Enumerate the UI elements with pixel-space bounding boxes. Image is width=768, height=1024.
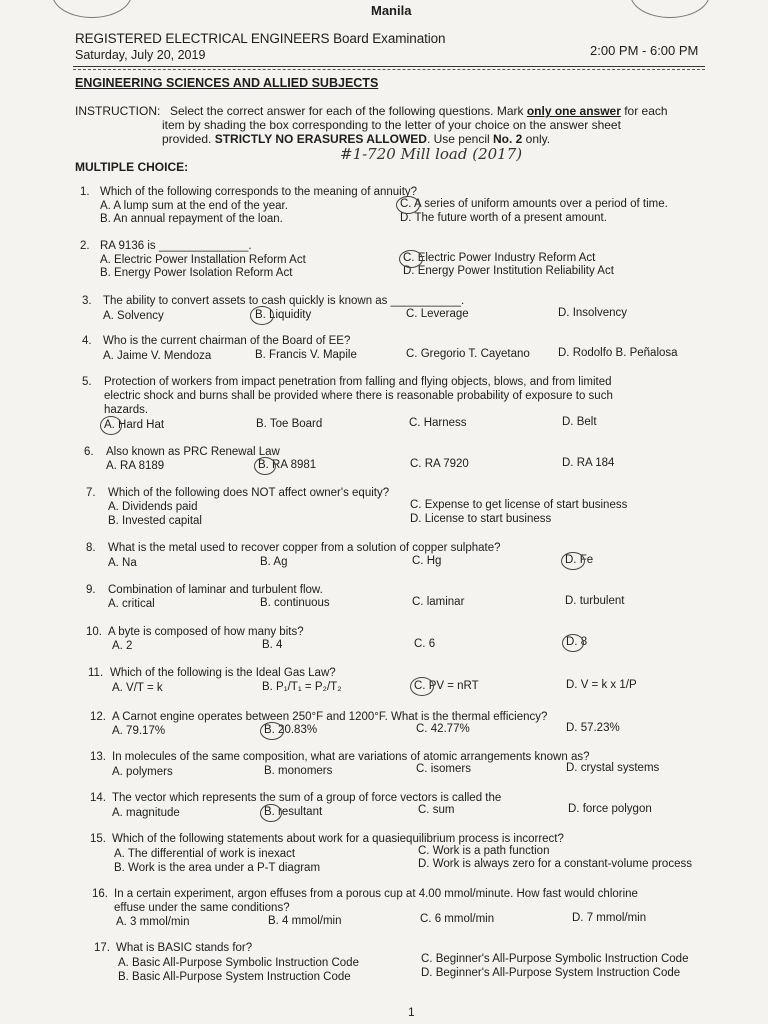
choice-b: B. Francis V. Mapile xyxy=(255,349,357,361)
question-text: Which of the following does NOT affect owner's equity? xyxy=(108,487,390,499)
choice-c: C. 42.77% xyxy=(416,723,470,735)
handwritten-note: #1-720 Mill load (2017) xyxy=(340,145,523,163)
choice-a: A. Electric Power Installation Reform Act xyxy=(100,254,306,266)
instruction-label: INSTRUCTION: xyxy=(75,104,161,118)
page-number: 1 xyxy=(408,1005,415,1019)
question-text: What is the metal used to recover copper from a solution of copper sulphate? xyxy=(108,542,501,554)
choice-c: C. 6 mmol/min xyxy=(420,913,495,925)
choice-a: A. Hard Hat xyxy=(104,419,165,431)
choice-a: A. Dividends paid xyxy=(108,501,198,513)
exam-city: Manila xyxy=(371,3,412,18)
question-text: The ability to convert assets to cash quickly is known as ___________. xyxy=(103,295,465,307)
question-number: 1. xyxy=(80,186,90,198)
choice-c: C. sum xyxy=(418,804,455,816)
choice-c: C. Work is a path function xyxy=(418,845,550,857)
answer-circle xyxy=(250,306,274,325)
choice-c: C. isomers xyxy=(416,763,471,775)
choice-b: B. 4 xyxy=(262,639,283,651)
choice-a: A. Basic All-Purpose Symbolic Instruction Code xyxy=(118,957,359,969)
choice-d: D. Fe xyxy=(565,554,594,566)
question-text-line-1: In a certain experiment, argon effuses from a porous cup at 4.00 mmol/minute. How fast would chlorine xyxy=(114,888,638,900)
choice-d: D. V = k x 1/P xyxy=(566,679,637,691)
question-number: 9. xyxy=(86,584,96,596)
question-number: 11. xyxy=(88,667,104,679)
question-number: 7. xyxy=(86,487,96,499)
choice-c: C. Beginner's All-Purpose Symbolic Instruction Code xyxy=(421,953,689,965)
choice-d: D. 8 xyxy=(566,636,588,648)
instruction-line-3: provided. STRICTLY NO ERASURES ALLOWED. Use pencil No. 2 only. xyxy=(162,132,551,146)
question-text: The vector which represents the sum of a group of force vectors is called the xyxy=(112,792,502,804)
choice-c: C. Hg xyxy=(412,555,442,567)
choice-c: C. Gregorio T. Cayetano xyxy=(406,348,530,360)
choice-b: B. 20.83% xyxy=(264,724,318,736)
question-number: 8. xyxy=(86,542,96,554)
choice-d: D. turbulent xyxy=(565,595,625,607)
header-divider-2 xyxy=(73,69,705,70)
question-text-line-2: effuse under the same conditions? xyxy=(114,902,290,914)
choice-b: B. Energy Power Isolation Reform Act xyxy=(100,267,293,279)
choice-d: D. License to start business xyxy=(410,513,552,525)
choice-b: B. Liquidity xyxy=(255,309,312,321)
question-text: Which of the following corresponds to the meaning of annuity? xyxy=(100,186,418,198)
question-number: 16. xyxy=(92,888,108,900)
choice-c: C. Harness xyxy=(409,417,467,429)
choice-a: A. 3 mmol/min xyxy=(116,916,190,928)
question-text: A Carnot engine operates between 250°F and 1200°F. What is the thermal efficiency? xyxy=(112,711,548,723)
choice-c: C. PV = nRT xyxy=(414,680,479,692)
question-number: 13. xyxy=(90,751,106,763)
question-number: 6. xyxy=(84,446,94,458)
answer-circle xyxy=(561,552,585,570)
choice-a: A. Jaime V. Mendoza xyxy=(103,350,212,362)
choice-a: A. Na xyxy=(108,557,137,569)
question-text-line-1: Protection of workers from impact penetration from falling and flying objects, blows, and from limited xyxy=(104,376,612,388)
choice-a: A. The differential of work is inexact xyxy=(114,848,296,860)
answer-circle xyxy=(562,634,584,652)
choice-d: D. 57.23% xyxy=(566,722,620,734)
choice-a: A. A lump sum at the end of the year. xyxy=(100,200,288,212)
question-text: Combination of laminar and turbulent flow. xyxy=(108,584,323,596)
choice-b: B. monomers xyxy=(264,765,333,777)
subject-title: ENGINEERING SCIENCES AND ALLIED SUBJECTS xyxy=(75,76,379,90)
choice-c: C. RA 7920 xyxy=(410,458,469,470)
choice-d: D. 7 mmol/min xyxy=(572,912,647,924)
choice-c: C. Electric Power Industry Reform Act xyxy=(403,252,596,264)
question-text: Which of the following is the Ideal Gas Law? xyxy=(110,667,336,679)
question-number: 17. xyxy=(94,942,110,954)
question-number: 4. xyxy=(82,335,92,347)
choice-b: B. Work is the area under a P-T diagram xyxy=(114,862,321,874)
choice-a: A. RA 8189 xyxy=(106,460,165,472)
question-number: 12. xyxy=(90,711,106,723)
header-divider xyxy=(73,66,705,67)
exam-time: 2:00 PM - 6:00 PM xyxy=(590,43,699,58)
choice-d: D. The future worth of a present amount. xyxy=(400,212,607,224)
choice-b: B. RA 8981 xyxy=(258,459,317,471)
choice-b: B. Basic All-Purpose System Instruction Code xyxy=(118,971,351,983)
choice-b: B. Invested capital xyxy=(108,515,202,527)
question-number: 5. xyxy=(82,376,92,388)
choice-d: D. Work is always zero for a constant-volume process xyxy=(418,858,692,870)
question-number: 14. xyxy=(90,792,106,804)
question-number: 15. xyxy=(90,833,106,845)
choice-b: B. Ag xyxy=(260,556,288,568)
answer-circle xyxy=(399,250,423,268)
choice-c: C. Leverage xyxy=(406,308,469,320)
choice-b: B. 4 mmol/min xyxy=(268,915,342,927)
choice-c: C. Expense to get license of start business xyxy=(410,499,628,511)
question-text: In molecules of the same composition, what are variations of atomic arrangements known as? xyxy=(112,751,590,763)
choice-a: A. V/T = k xyxy=(112,682,163,694)
instruction-line-1: Select the correct answer for each of the following questions. Mark only one answer for each xyxy=(170,104,668,118)
choice-d: D. Beginner's All-Purpose System Instruction Code xyxy=(421,967,681,979)
question-text: A byte is composed of how many bits? xyxy=(108,626,304,638)
question-number: 10. xyxy=(86,626,102,638)
answer-circle xyxy=(254,457,276,475)
choice-d: D. force polygon xyxy=(568,803,652,815)
choice-b: B. continuous xyxy=(260,597,330,609)
choice-a: A. Solvency xyxy=(103,310,164,322)
answer-circle xyxy=(260,722,284,740)
question-text-line-3: hazards. xyxy=(104,404,149,416)
choice-c: C. 6 xyxy=(414,638,436,650)
choice-d: D. Rodolfo B. Peñalosa xyxy=(558,347,678,359)
choice-d: D. Energy Power Institution Reliability Act xyxy=(403,265,614,277)
answer-circle xyxy=(260,804,282,822)
choice-d: D. crystal systems xyxy=(566,762,660,774)
question-number: 3. xyxy=(82,295,92,307)
choice-b: B. P₁/T₁ = P₂/T₂ xyxy=(262,681,342,693)
choice-d: D. Belt xyxy=(562,416,597,428)
question-text: RA 9136 is ______________. xyxy=(100,240,252,252)
question-number: 2. xyxy=(80,240,90,252)
choice-a: A. polymers xyxy=(112,766,173,778)
choice-a: A. critical xyxy=(108,598,155,610)
choice-b: B. Toe Board xyxy=(256,418,323,430)
exam-title: REGISTERED ELECTRICAL ENGINEERS Board Examination xyxy=(75,31,446,46)
section-label: MULTIPLE CHOICE: xyxy=(75,160,189,174)
choice-a: A. 2 xyxy=(112,640,133,652)
choice-d: D. Insolvency xyxy=(558,307,628,319)
choice-a: A. 79.17% xyxy=(112,725,166,737)
choice-c: C. laminar xyxy=(412,596,465,608)
answer-circle xyxy=(100,416,122,435)
left-seal-logo xyxy=(52,0,132,18)
exam-date: Saturday, July 20, 2019 xyxy=(75,48,206,62)
choice-c: C. A series of uniform amounts over a period of time. xyxy=(400,198,668,210)
question-text-line-2: electric shock and burns shall be provided where there is reasonable probability of exposure to such xyxy=(104,390,613,402)
question-text: Also known as PRC Renewal Law xyxy=(106,446,280,458)
answer-circle xyxy=(396,196,420,214)
choice-b: B. resultant xyxy=(264,806,323,818)
answer-circle xyxy=(410,677,434,696)
instruction-line-2: item by shading the box corresponding to the letter of your choice on the answer sheet xyxy=(162,118,621,132)
choice-b: B. An annual repayment of the loan. xyxy=(100,213,283,225)
choice-a: A. magnitude xyxy=(112,807,180,819)
right-seal-logo xyxy=(630,0,710,18)
choice-d: D. RA 184 xyxy=(562,457,615,469)
question-text: Which of the following statements about work for a quasiequilibrium process is incorrect? xyxy=(112,833,564,845)
question-text: What is BASIC stands for? xyxy=(116,942,253,954)
question-text: Who is the current chairman of the Board of EE? xyxy=(103,335,351,347)
